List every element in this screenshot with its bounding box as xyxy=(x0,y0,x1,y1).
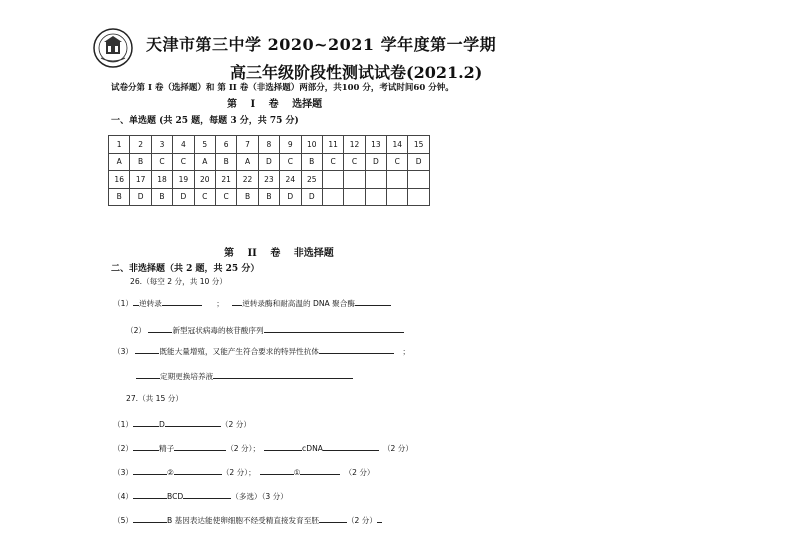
table-cell: 7 xyxy=(237,136,258,154)
exam-title: 高三年级阶段性测试试卷(2021.2) xyxy=(230,63,483,82)
table-cell: 11 xyxy=(322,136,343,154)
table-cell: D xyxy=(301,188,322,206)
table-cell: D xyxy=(258,153,279,171)
item-number: （3） xyxy=(113,468,134,477)
answer-blank xyxy=(148,323,172,333)
section1-heading: 一、单选题 (共 25 题，每题 3 分，共 75 分) xyxy=(111,116,299,126)
answer-text: 新型冠状病毒的核苷酸序列 xyxy=(172,326,264,335)
q26-line-1 xyxy=(113,296,391,309)
table-cell: C xyxy=(344,153,365,171)
item-number: （4） xyxy=(113,492,134,501)
answer-blank xyxy=(264,441,302,451)
table-cell xyxy=(408,171,429,189)
table-cell: B xyxy=(151,188,172,206)
table-cell: A xyxy=(237,153,258,171)
q27-line-2 xyxy=(113,441,413,454)
table-cell xyxy=(387,188,408,206)
table-cell: 22 xyxy=(237,171,258,189)
part1-title: 第 I 卷 选择题 xyxy=(227,99,323,110)
table-cell: B xyxy=(130,153,151,171)
score-note: （多选）（3 分） xyxy=(231,492,288,501)
item-number: （5） xyxy=(113,516,134,525)
answer-text: 逆转录酶和耐高温的 DNA 聚合酶 xyxy=(242,299,355,308)
answer-blank xyxy=(319,513,347,523)
answer-blank xyxy=(183,489,231,499)
answer-blank xyxy=(355,296,391,306)
answer-blank xyxy=(133,489,167,499)
q26-line-2 xyxy=(126,323,404,336)
answer-blank xyxy=(133,465,167,475)
answer-blank xyxy=(232,296,242,306)
table-cell: 2 xyxy=(130,136,151,154)
answer-blank xyxy=(133,513,167,523)
answer-blank xyxy=(319,344,394,354)
table-cell: D xyxy=(408,153,429,171)
item-number: （1） xyxy=(113,420,134,429)
answer-text: ② xyxy=(167,468,174,477)
table-row-answers-2 xyxy=(109,188,430,206)
table-cell: 16 xyxy=(109,171,130,189)
table-cell xyxy=(365,188,386,206)
table-cell: A xyxy=(194,153,215,171)
answer-text: 定期更换培养液 xyxy=(160,372,214,381)
table-cell: C xyxy=(387,153,408,171)
table-cell: 3 xyxy=(151,136,172,154)
answer-text: ① xyxy=(293,468,301,477)
score-note: （2 分） xyxy=(220,420,251,429)
table-cell xyxy=(344,171,365,189)
table-cell: 21 xyxy=(215,171,236,189)
answer-table xyxy=(108,135,430,206)
answer-blank xyxy=(133,417,159,427)
table-cell: C xyxy=(215,188,236,206)
score-note: （2 分） xyxy=(346,516,377,525)
answer-blank xyxy=(133,441,159,451)
answer-blank xyxy=(260,465,294,475)
item-number: （2） xyxy=(113,444,134,453)
answer-blank xyxy=(323,441,379,451)
table-cell: D xyxy=(173,188,194,206)
q26-line-4 xyxy=(136,369,353,382)
item-number: （1） xyxy=(113,299,134,308)
table-cell: 6 xyxy=(215,136,236,154)
answer-blank xyxy=(174,465,222,475)
table-row-numbers-1 xyxy=(109,136,430,154)
answer-blank xyxy=(165,417,221,427)
table-cell xyxy=(344,188,365,206)
answer-text: cDNA xyxy=(302,444,323,453)
table-cell: 10 xyxy=(301,136,322,154)
answer-text: BCD xyxy=(167,492,184,501)
answer-text: 逆转录 xyxy=(139,299,162,308)
answer-text: D xyxy=(159,420,165,429)
table-cell: 12 xyxy=(344,136,365,154)
answer-text: 精子 xyxy=(159,444,175,453)
score-note: （2 分） xyxy=(344,468,375,477)
table-cell: 1 xyxy=(109,136,130,154)
table-cell: A xyxy=(109,153,130,171)
answer-text: B 基因表达能使卵细胞不经受精直接发育至胚 xyxy=(167,516,319,525)
exam-info: 试卷分第 I 卷（选择题）和 第 II 卷（非选择题）两部分，共100 分，考试时间60 分钟。 xyxy=(111,83,454,93)
table-cell: C xyxy=(151,153,172,171)
table-cell: C xyxy=(322,153,343,171)
q26-line-3 xyxy=(113,344,410,357)
separator: ； xyxy=(402,347,410,356)
table-cell: C xyxy=(173,153,194,171)
table-cell: 8 xyxy=(258,136,279,154)
table-cell xyxy=(322,171,343,189)
answer-blank xyxy=(300,465,340,475)
table-cell xyxy=(387,171,408,189)
q27-heading: 27.（共 15 分） xyxy=(126,394,183,403)
answer-blank xyxy=(162,296,202,306)
answer-text: 既能大量增殖，又能产生符合要求的特异性抗体 xyxy=(159,347,319,356)
table-cell: 9 xyxy=(280,136,301,154)
item-number: （3） xyxy=(113,347,134,356)
table-cell: C xyxy=(280,153,301,171)
table-cell: B xyxy=(301,153,322,171)
separator: ； xyxy=(216,299,224,308)
q27-line-4 xyxy=(113,489,288,502)
part2-title: 第 II 卷 非选择题 xyxy=(224,248,334,259)
table-cell: C xyxy=(194,188,215,206)
table-cell: 19 xyxy=(173,171,194,189)
school-title: 天津市第三中学 2020~2021 学年度第一学期 xyxy=(146,35,497,54)
table-cell: 5 xyxy=(194,136,215,154)
table-row-answers-1 xyxy=(109,153,430,171)
answer-blank xyxy=(136,369,160,379)
school-seal-logo xyxy=(93,28,133,68)
table-cell: D xyxy=(130,188,151,206)
answer-blank xyxy=(213,369,353,379)
table-cell xyxy=(322,188,343,206)
table-cell: 14 xyxy=(387,136,408,154)
table-cell: 24 xyxy=(280,171,301,189)
q27-line-5 xyxy=(113,513,382,526)
q27-line-1 xyxy=(113,417,251,430)
score-note: （2 分） xyxy=(382,444,413,453)
answer-blank xyxy=(174,441,226,451)
answer-blank xyxy=(377,513,382,523)
table-cell: D xyxy=(365,153,386,171)
table-cell: 17 xyxy=(130,171,151,189)
table-cell: 4 xyxy=(173,136,194,154)
table-cell xyxy=(408,188,429,206)
table-cell: 15 xyxy=(408,136,429,154)
answer-blank xyxy=(135,344,159,354)
item-number: （2） xyxy=(126,326,147,335)
q26-heading: 26.（每空 2 分，共 10 分） xyxy=(130,277,227,286)
table-cell: B xyxy=(237,188,258,206)
table-cell: 25 xyxy=(301,171,322,189)
table-cell: 23 xyxy=(258,171,279,189)
q27-line-3 xyxy=(113,465,375,478)
section2-heading: 二、非选择题（共 2 题，共 25 分） xyxy=(111,264,260,274)
table-cell: 13 xyxy=(365,136,386,154)
table-row-numbers-2 xyxy=(109,171,430,189)
table-cell xyxy=(365,171,386,189)
table-cell: B xyxy=(258,188,279,206)
score-note: （2 分）； xyxy=(226,444,261,453)
score-note: （2 分）； xyxy=(221,468,256,477)
table-cell: D xyxy=(280,188,301,206)
table-cell: B xyxy=(109,188,130,206)
table-cell: 20 xyxy=(194,171,215,189)
table-cell: B xyxy=(215,153,236,171)
answer-blank xyxy=(264,323,404,333)
table-cell: 18 xyxy=(151,171,172,189)
